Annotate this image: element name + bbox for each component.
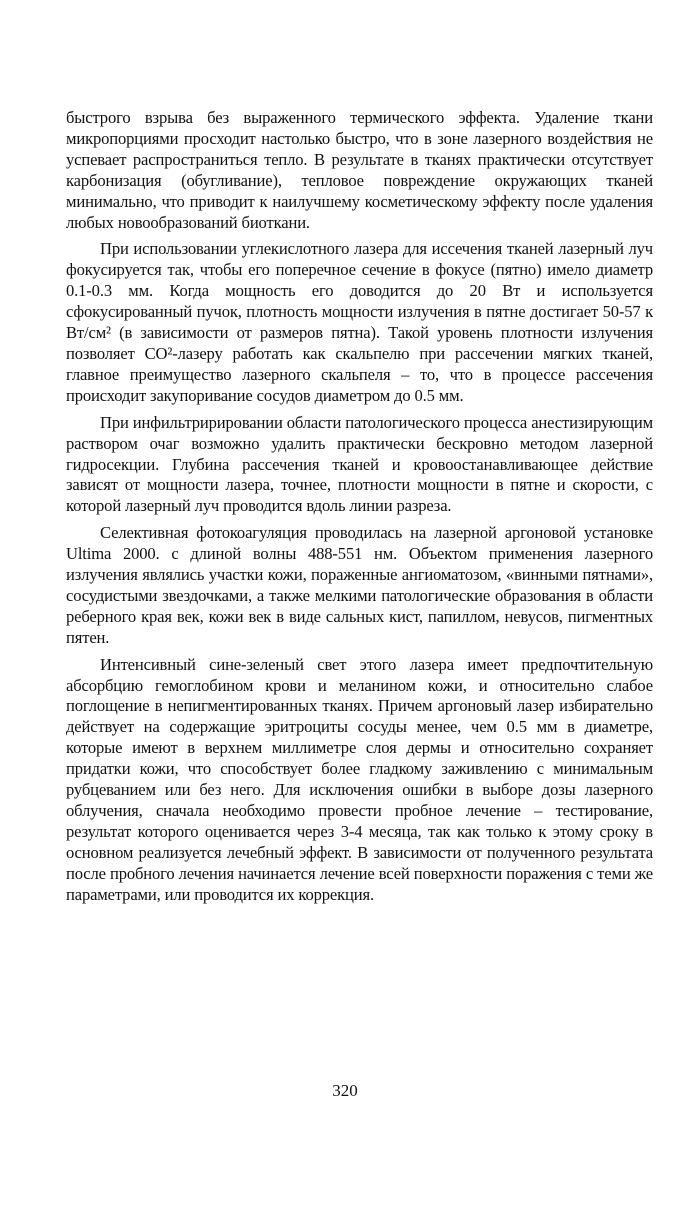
paragraph-5: Интенсивный сине-зеленый свет этого лазера имеет предпочтительную абсорбцию гемоглобином крови и меланином кожи, и относительно слабое поглощение в непигментированных тканях. Причем аргоновый лазер избирательно действует на содержащие эритроциты сосуды менее, чем 0.5 мм в диаметре, которые имеют в верхнем миллиметре слоя дермы и относительно сохраняет придатки кожи, что способствует более гладкому заживлению с минимальным рубцеванием или без него. Для исключения ошибки в выборе дозы лазерного облучения, сначала необходимо провести пробное лечение – тестирование, результат которого оценивается через 3-4 месяца, так как только к этому сроку в основном реализуется лечебный эффект. В зависимости от полученного результата после пробного лечения начинается лечение всей поверхности поражения с теми же параметрами, или проводится их коррекция.: [66, 654, 653, 904]
paragraph-4: Селективная фотокоагуляция проводилась на лазерной аргоновой установке Ultima 2000. с длиной волны 488-551 нм. Объектом применения лазерного излучения являлись участки кожи, пораженные ангиоматозом, «винными пятнами», сосудистыми звездочками, а также мелкими патологические образования в области реберного края век, кожи век в виде сальных кист, папиллом, невусов, пигментных пятен.: [66, 523, 653, 647]
paragraph-2: При использовании углекислотного лазера для иссечения тканей лазерный луч фокусируется так, чтобы его поперечное сечение в фокусе (пятно) имело диаметр 0.1-0.3 мм. Когда мощность его доводится до 20 Вт и используется сфокусированный пучок, плотность мощности излучения в пятне достигает 50-57 к Вт/см² (в зависимости от размеров пятна). Такой уровень плотности излучения позволяет СО²-лазеру работать как скальпелю при рассечении мягких тканей, главное преимущество лазерного скальпеля – то, что в процессе рассечения происходит закупоривание сосудов диаметром до 0.5 мм.: [66, 239, 653, 405]
paragraph-3: При инфильтририровании области патологического процесса анестизирующим раствором очаг возможно удалить практически бескровно методом лазерной гидросекции. Глубина рассечения тканей и кровоостанавливающее действие зависят от мощности лазера, точнее, плотности мощности в пятне и скорости, с которой лазерный луч проводится вдоль линии разреза.: [66, 412, 653, 516]
body-text: [66, 108, 653, 906]
paragraph-1: быстрого взрыва без выраженного термического эффекта. Удаление ткани микропорциями просходит настолько быстро, что в зоне лазерного воздействия не успевает распространиться тепло. В результате в тканях практически отсутствует карбонизация (обугливание), тепловое повреждение окружающих тканей минимально, что приводит к наилучшему косметическому эффекту после удаления любых новообразований биоткани.: [66, 108, 653, 232]
page-number: 320: [332, 1081, 358, 1100]
